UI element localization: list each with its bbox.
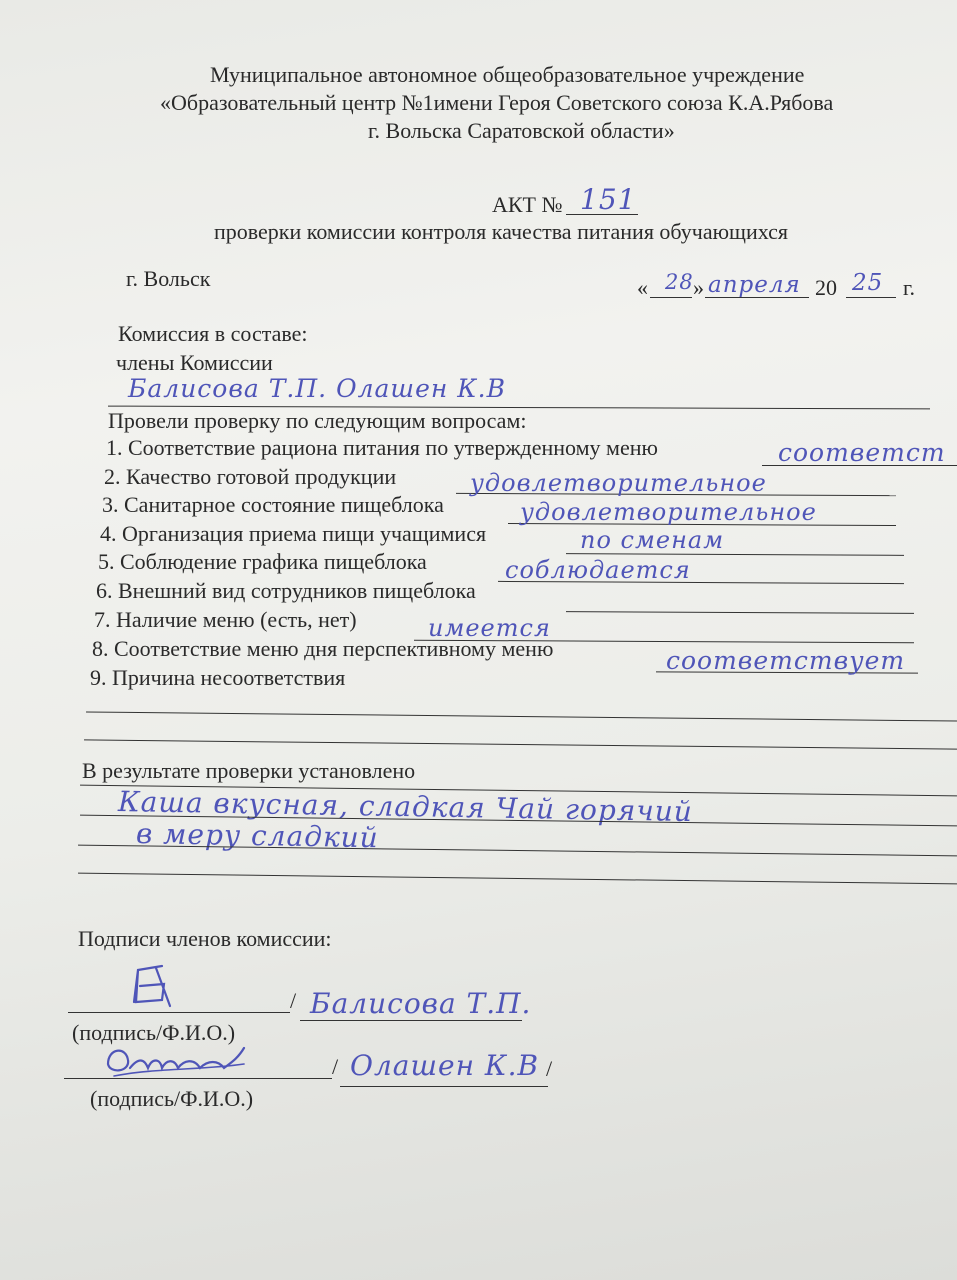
question-6-underline [566, 611, 914, 614]
question-2-label: 2. Качество готовой продукции [104, 464, 397, 489]
date-suffix: г. [903, 275, 916, 300]
date-day: 28 [665, 270, 694, 294]
institution-name-line1: Муниципальное автономное общеобразовательное учреждение [210, 62, 805, 87]
signature-2-caption: (подпись/Ф.И.О.) [90, 1086, 254, 1111]
question-9-label: 9. Причина несоответствия [90, 665, 346, 690]
signature-1-name-underline [300, 1020, 522, 1021]
question-1-answer: соответст [778, 438, 946, 467]
signatures-label: Подписи членов комиссии: [78, 926, 332, 951]
question-7-label: 7. Наличие меню (есть, нет) [94, 607, 357, 632]
date-close-quote: » [693, 275, 704, 300]
question-3-answer: удовлетворительное [520, 498, 817, 526]
act-number: 151 [580, 183, 637, 216]
signature-1-mark [126, 962, 182, 1012]
result-text-line1: Каша вкусная, сладкая Чай горячий [117, 785, 694, 829]
act-place: г. Вольск [126, 266, 211, 291]
reason-line-1 [86, 711, 957, 721]
question-7-answer: имеется [428, 614, 551, 642]
commission-label: Комиссия в составе: [118, 321, 308, 346]
question-8-label: 8. Соответствие меню дня перспективному меню [92, 636, 554, 661]
signature-1-caption: (подпись/Ф.И.О.) [72, 1020, 236, 1045]
act-subtitle: проверки комиссии контроля качества питания обучающихся [214, 219, 789, 244]
commission-members-value: Балисова Т.П. Олашен К.В [128, 374, 506, 403]
date-year-suffix: 25 [852, 270, 884, 296]
date-year-prefix: 20 [815, 275, 837, 300]
commission-members-label: члены Комиссии [116, 350, 273, 375]
question-6-label: 6. Внешний вид сотрудников пищеблока [96, 578, 476, 603]
signature-1-name: Балисова Т.П. [310, 987, 532, 1020]
question-5-answer: соблюдается [505, 556, 691, 584]
act-document-page: Муниципальное автономное общеобразовательное учреждение «Образовательный центр №1имени Героя Советского союза К.А.Рябова г. Вольска Саратовской области» АКТ № 151 проверки комиссии контроля качества питания обучающихся г. Вольск « 28 » апреля 20 25 г. Комиссия в составе: члены Комиссии Балисова Т.П. Олашен К.В Провели проверку по следующим вопросам: 1. Соответствие рациона питания по утвержденному меню соответст 2. Качество готовой продукции удовлетворительное 3. Санитарное состояние пищеблока удовлетворительное 4. Организация приема пищи учащимися по сменам 5. Соблюдение графика пищеблока соблюдается 6. Внешний вид сотрудников пищеблока 7. Наличие меню (есть, нет) имеется 8. Соответствие меню дня перспективному меню соответствует 9. Причина несоответствия В результате проверки установлено Каша вкусная, сладкая Чай горячий в меру сладкий Подписи членов комиссии: / Балисова Т.П. (подпись/Ф.И.О.) / Олашен К.В / (подпись/Ф.И.О.) [0, 0, 957, 1280]
question-1-label: 1. Соответствие рациона питания по утвержденному меню [106, 435, 658, 460]
signature-2-mark [104, 1038, 248, 1080]
question-2-answer: удовлетворительное [470, 469, 767, 497]
question-4-answer: по сменам [580, 526, 725, 554]
institution-name-line3: г. Вольска Саратовской области» [368, 118, 675, 143]
signature-2-name: Олашен К.В [350, 1049, 540, 1082]
reason-line-2 [84, 739, 957, 749]
questions-intro: Провели проверку по следующим вопросам: [108, 408, 527, 433]
date-day-underline [650, 297, 692, 298]
question-8-answer: соответствует [666, 646, 906, 675]
result-label: В результате проверки установлено [82, 758, 416, 783]
question-4-label: 4. Организация приема пищи учащимися [100, 521, 487, 546]
result-line-4 [78, 873, 957, 885]
signature-2-name-underline [340, 1086, 548, 1087]
act-title-prefix: АКТ № [492, 192, 563, 217]
signature-1-mark-underline [68, 1012, 290, 1013]
date-open-quote: « [637, 275, 648, 300]
result-text-line2: в меру сладкий [135, 817, 380, 855]
date-year-underline [846, 297, 896, 298]
question-5-label: 5. Соблюдение графика пищеблока [98, 549, 427, 574]
date-month: апреля [708, 272, 801, 298]
question-3-label: 3. Санитарное состояние пищеблока [102, 492, 444, 517]
institution-name-line2: «Образовательный центр №1имени Героя Советского союза К.А.Рябова [160, 90, 834, 115]
